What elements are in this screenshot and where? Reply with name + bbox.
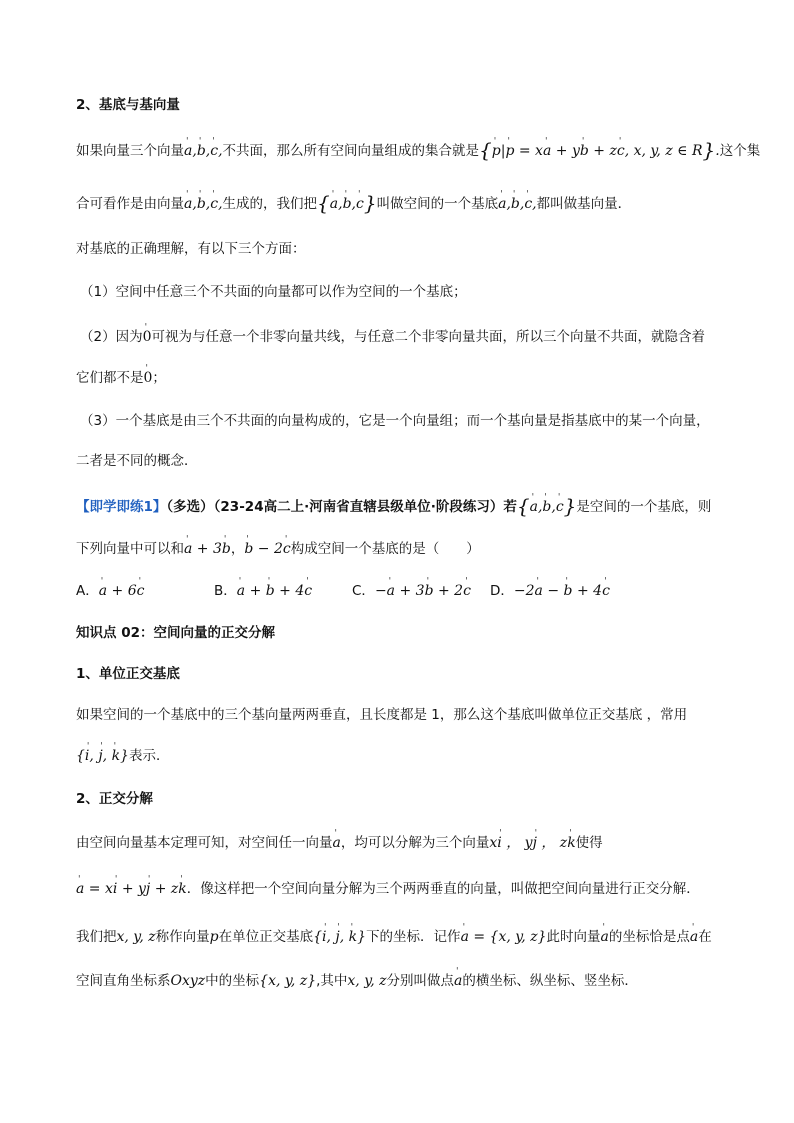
formula-zero-vector: ' 0	[143, 329, 152, 345]
basis-point-3-cont: 二者是不同的概念．	[76, 453, 198, 469]
formula-vector-a: ' a	[333, 835, 341, 851]
knowledge-point-title: 知识点 02：空间向量的正交分解	[76, 625, 275, 641]
formula-basis-set: {' a,' b,' c}	[317, 196, 377, 212]
basis-point-3: （3）一个基底是由三个不共面的向量构成的，它是一个向量组；而一个基向量是指基底中的某一个向量，	[80, 413, 710, 429]
section-title-unit-basis: 1、单位正交基底	[76, 666, 180, 682]
unit-basis-line-2: {' i, ' j, ' k}表示．	[76, 747, 169, 765]
formula-set-p: {' p|' p = x' a + y' b + z' c, x, y, z ∈ R}.	[479, 143, 720, 159]
orthogonal-line-1: 由空间向量基本定理可知，对空间任一向量' a，均可以分解为三个向量x' i ， y' j ， z' k使得	[76, 834, 603, 852]
basis-point-2: （2）因为' 0可视为与任意一个非零向量共线，与任意二个非零向量共面，所以三个向量不共面，就隐含着	[80, 328, 705, 346]
unit-basis-line-1: 如果空间的一个基底中的三个基向量两两垂直，且长度都是 1，那么这个基底叫做单位正交基底 ，常用	[76, 707, 688, 723]
formula-zero-vector-2: ' 0	[144, 370, 153, 386]
basis-definition-line-1: 如果向量三个向量' a,' b,' c,不共面，那么所有空间向量组成的集合就是{' p|' p = x' a + y' b + z' c, x, y, z ∈ R}.这个集	[76, 141, 760, 160]
formula-a-plus-3b: ' a + 3' b	[184, 541, 231, 557]
exercise-options	[76, 582, 628, 600]
coordinate-line-2: 空间直角坐标系Oxyz中的坐标{x, y, z},其中x, y, z分别叫做点' a的横坐标、纵坐标、竖坐标．	[76, 972, 638, 990]
formula-oxyz: Oxyz	[170, 973, 206, 989]
option-d[interactable]: D．−2' a − ' b + 4' c	[490, 582, 628, 600]
formula-exercise-basis: {' a,' b,' c}	[517, 499, 577, 515]
basis-intro: 对基底的正确理解，有以下三个方面：	[76, 241, 306, 257]
exercise-question-line-1: 【即学即练1】（多选）（23-24高二上·河南省直辖县级单位·阶段练习）若{' a,' b,' c}是空间的一个基底，则	[76, 497, 711, 516]
option-c[interactable]: C．−' a + 3' b + 2' c	[352, 582, 490, 600]
option-b[interactable]: B．' a + ' b + 4' c	[214, 582, 352, 600]
formula-decomposition: ' a = x' i + y' j + z' k	[76, 881, 187, 897]
section-title-orthogonal: 2、正交分解	[76, 791, 153, 807]
basis-point-1: （1）空间中任意三个不共面的向量都可以作为空间的一个基底；	[80, 284, 467, 300]
orthogonal-line-2: ' a = x' i + y' j + z' k．像这样把一个空间向量分解为三个两两垂直的向量，叫做把空间向量进行正交分解．	[76, 880, 700, 898]
formula-xi-yj-zk: x' i ， y' j ， z' k	[489, 835, 575, 851]
formula-ijk: {' i, ' j, ' k}	[76, 748, 129, 764]
basis-definition-line-2: 合可看作是由向量' a,' b,' c,生成的，我们把{' a,' b,' c}叫做空间的一个基底' a,' b,' c,都叫做基向量．	[76, 194, 631, 213]
formula-abc-3: ' a,' b,' c,	[498, 196, 537, 212]
section-title-basis: 2、基底与基向量	[76, 97, 180, 113]
formula-ijk-2: {' i, ' j, ' k}	[313, 929, 366, 945]
formula-p: p	[209, 929, 219, 945]
exercise-tag: 【即学即练1】	[76, 499, 167, 515]
formula-a-coords: ' a = {x, y, z}	[461, 929, 547, 945]
option-a[interactable]: A．' a + 6' c	[76, 582, 214, 600]
basis-point-2-cont: 它们都不是' 0；	[76, 369, 166, 387]
formula-abc-2: ' a,' b,' c,	[184, 196, 223, 212]
exercise-question-line-2: 下列向量中可以和' a + 3' b，' b − 2' c构成空间一个基底的是（ ）	[76, 540, 480, 558]
formula-xyz: x, y, z	[116, 929, 156, 945]
coordinate-line-1: 我们把x, y, z称作向量p在单位正交基底{' i, ' j, ' k}下的坐标．记作' a = {x, y, z}此时向量' a的坐标恰是点' a在	[76, 928, 712, 946]
formula-b-minus-2c: ' b − 2' c	[244, 541, 290, 557]
formula-abc: ' a,' b,' c,	[184, 143, 223, 159]
